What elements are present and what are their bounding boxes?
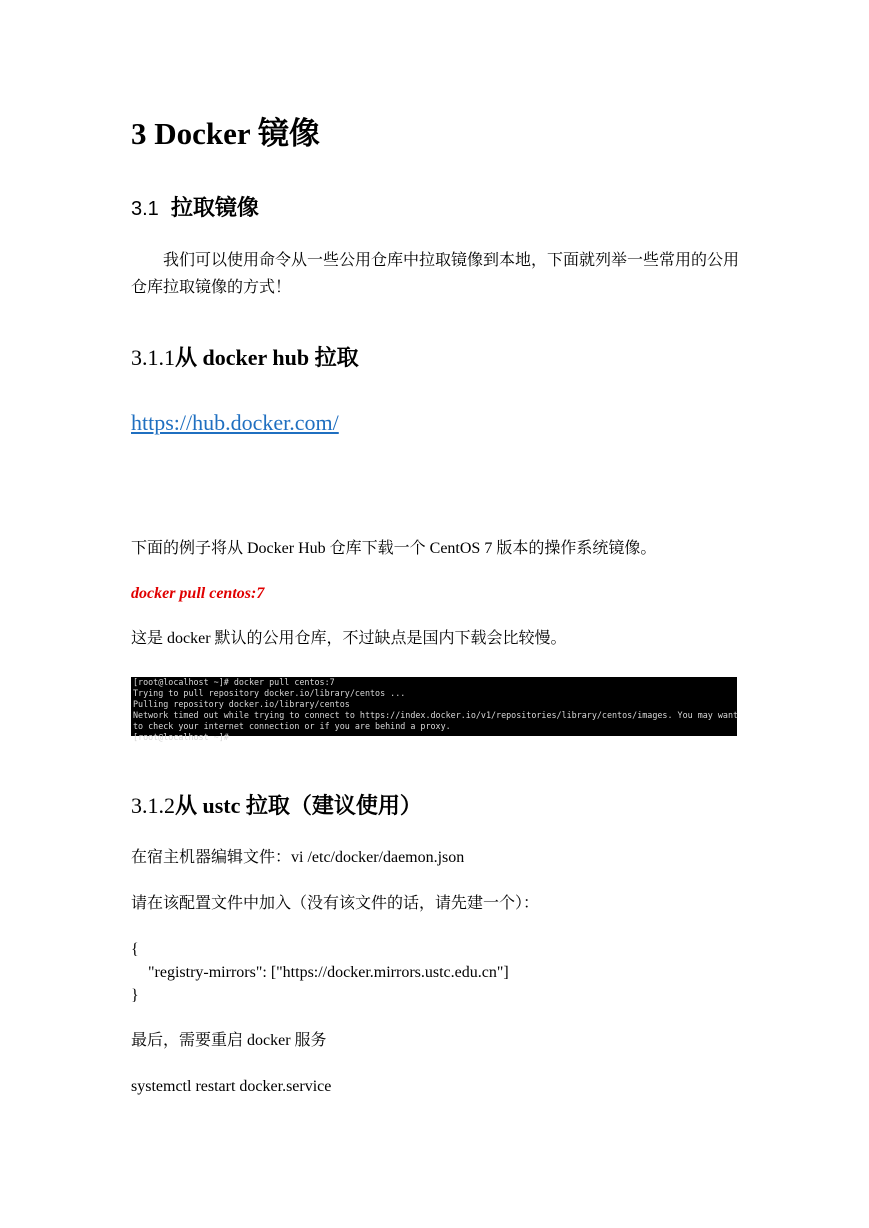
json-close-brace: }	[131, 987, 139, 1004]
default-repo-note: 这是 docker 默认的公用仓库，不过缺点是国内下载会比较慢。	[131, 630, 567, 647]
restart-command: systemctl restart docker.service	[131, 1078, 332, 1095]
section-number: 3.1.2	[131, 793, 175, 818]
docker-hub-link[interactable]: https://hub.docker.com/	[131, 410, 339, 435]
section-title: 拉取镜像	[170, 195, 259, 220]
example-text: 下面的例子将从 Docker Hub 仓库下载一个 CentOS 7 版本的操作系统镜像。	[131, 540, 657, 557]
json-registry-mirrors: "registry-mirrors": ["https://docker.mirrors.ustc.edu.cn"]	[148, 964, 509, 981]
section-heading-3-1	[131, 192, 259, 225]
edit-file-text: 在宿主机器编辑文件：vi /etc/docker/daemon.json	[131, 849, 465, 866]
chapter-heading: 3 Docker 镜像	[131, 116, 320, 151]
restart-text: 最后，需要重启 docker 服务	[131, 1032, 327, 1049]
terminal-line: [root@localhost ~]# docker pull centos:7	[133, 677, 335, 687]
section-number: 3.1	[131, 198, 159, 220]
terminal-screenshot	[131, 677, 739, 742]
add-config-text: 请在该配置文件中加入（没有该文件的话，请先建一个）：	[131, 895, 540, 912]
intro-paragraph: 我们可以使用命令从一些公用仓库中拉取镜像到本地，下面就列举一些常用的公用仓库拉取镜像的方式！	[131, 252, 740, 296]
section-title: 从 docker hub 拉取	[175, 345, 359, 370]
terminal-line: to check your internet connection or if you are behind a proxy.	[133, 721, 451, 731]
terminal-line: Network timed out while trying to connect to https://index.docker.io/v1/repositories/library/centos/images. You may want	[133, 710, 739, 720]
terminal-line: Pulling repository docker.io/library/centos	[133, 699, 350, 709]
json-open-brace: {	[131, 941, 139, 958]
section-heading-3-1-1	[131, 342, 359, 374]
terminal-line: [root@localhost ~]#	[133, 732, 229, 742]
terminal-line: Trying to pull repository docker.io/library/centos ...	[133, 688, 406, 698]
pull-command: docker pull centos:7	[131, 585, 265, 602]
section-heading-3-1-2	[131, 790, 422, 822]
section-title: 从 ustc 拉取（建议使用）	[175, 793, 422, 818]
section-number: 3.1.1	[131, 345, 175, 370]
